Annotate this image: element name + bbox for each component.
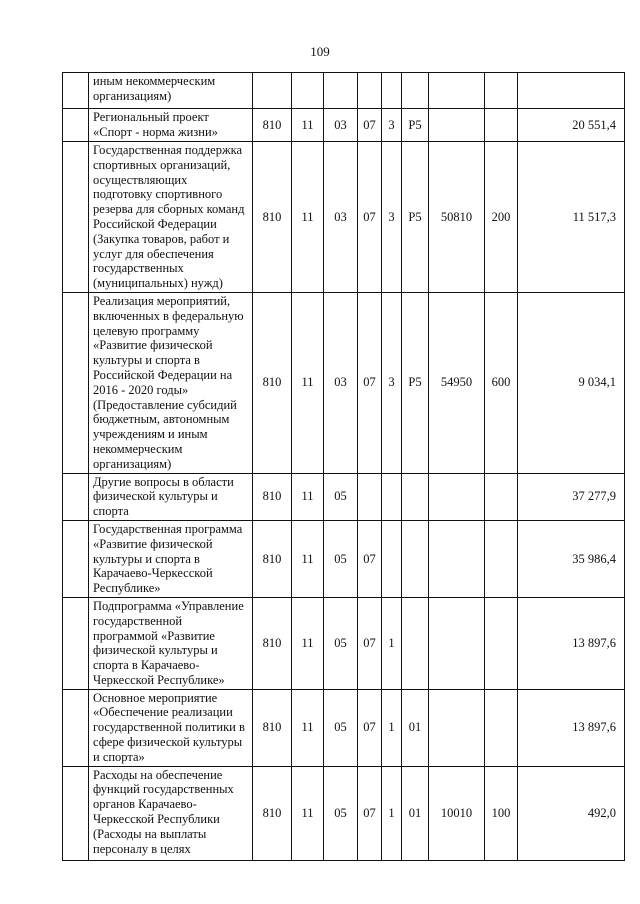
rz-cell: 11 [292,766,324,860]
vr-cell [485,597,518,689]
vr-cell [485,73,518,109]
gr-cell [253,73,292,109]
row-number-cell [63,473,89,520]
item-name-cell: иным некоммерческим организациям) [89,73,253,109]
row-number-cell [63,292,89,473]
cs-program-cell: 07 [358,689,382,766]
cs-program-cell: 07 [358,292,382,473]
rz-cell: 11 [292,597,324,689]
cs-program-cell: 07 [358,109,382,142]
table-row [63,142,625,293]
rz-cell: 11 [292,689,324,766]
rz-cell: 11 [292,520,324,597]
row-number-cell [63,142,89,293]
pr-cell: 05 [324,473,358,520]
cs-direction-cell [429,520,485,597]
pr-cell: 05 [324,520,358,597]
amount-cell: 11 517,3 [518,142,625,293]
item-name-cell: Другие вопросы в области физической культуры и спорта [89,473,253,520]
cs-event-cell [402,473,429,520]
rz-cell: 11 [292,292,324,473]
cs-program-cell: 07 [358,142,382,293]
table-row [63,109,625,142]
table-row [63,292,625,473]
cs-event-cell: 01 [402,689,429,766]
cs-direction-cell [429,73,485,109]
table-row [63,597,625,689]
gr-cell: 810 [253,292,292,473]
cs-event-cell: P5 [402,142,429,293]
cs-subprogram-cell: 3 [382,109,402,142]
cs-event-cell [402,520,429,597]
rz-cell: 11 [292,142,324,293]
pr-cell [324,73,358,109]
rz-cell: 11 [292,473,324,520]
vr-cell: 200 [485,142,518,293]
gr-cell: 810 [253,520,292,597]
amount-cell: 37 277,9 [518,473,625,520]
pr-cell: 05 [324,597,358,689]
cs-subprogram-cell: 1 [382,597,402,689]
amount-cell: 13 897,6 [518,689,625,766]
pr-cell: 05 [324,766,358,860]
table-row [63,766,625,860]
cs-event-cell: P5 [402,292,429,473]
rz-cell [292,73,324,109]
vr-cell: 600 [485,292,518,473]
cs-subprogram-cell: 3 [382,142,402,293]
vr-cell [485,689,518,766]
row-number-cell [63,766,89,860]
table-row [63,473,625,520]
cs-subprogram-cell [382,473,402,520]
gr-cell: 810 [253,473,292,520]
table-row [63,689,625,766]
cs-subprogram-cell [382,520,402,597]
vr-cell [485,109,518,142]
amount-cell: 492,0 [518,766,625,860]
gr-cell: 810 [253,109,292,142]
table-row [63,520,625,597]
table-row [63,73,625,109]
amount-cell: 20 551,4 [518,109,625,142]
cs-direction-cell: 54950 [429,292,485,473]
row-number-cell [63,109,89,142]
cs-event-cell [402,597,429,689]
cs-subprogram-cell [382,73,402,109]
cs-program-cell: 07 [358,597,382,689]
budget-table [62,72,625,861]
pr-cell: 03 [324,292,358,473]
cs-program-cell [358,73,382,109]
cs-subprogram-cell: 1 [382,766,402,860]
cs-direction-cell [429,689,485,766]
vr-cell: 100 [485,766,518,860]
cs-program-cell: 07 [358,766,382,860]
row-number-cell [63,597,89,689]
item-name-cell: Государственная поддержка спортивных организаций, осуществляющих подготовку спортивного резерва для сборных команд Российской Федерации (Закупка товаров, работ и услуг для обеспечения государственных (муниципальных) нужд) [89,142,253,293]
cs-direction-cell [429,109,485,142]
cs-subprogram-cell: 3 [382,292,402,473]
page-number: 109 [310,44,330,59]
item-name-cell: Региональный проект «Спорт - норма жизни» [89,109,253,142]
item-name-cell: Расходы на обеспечение функций государственных органов Карачаево-Черкесской Республики (Расходы на выплаты персоналу в целях [89,766,253,860]
cs-program-cell: 07 [358,520,382,597]
gr-cell: 810 [253,766,292,860]
amount-cell: 9 034,1 [518,292,625,473]
gr-cell: 810 [253,142,292,293]
cs-direction-cell [429,473,485,520]
row-number-cell [63,73,89,109]
amount-cell: 13 897,6 [518,597,625,689]
row-number-cell [63,689,89,766]
cs-event-cell: 01 [402,766,429,860]
cs-program-cell [358,473,382,520]
vr-cell [485,520,518,597]
cs-direction-cell [429,597,485,689]
gr-cell: 810 [253,689,292,766]
vr-cell [485,473,518,520]
table-body [63,73,625,861]
pr-cell: 03 [324,142,358,293]
gr-cell: 810 [253,597,292,689]
cs-direction-cell: 10010 [429,766,485,860]
row-number-cell [63,520,89,597]
pr-cell: 03 [324,109,358,142]
item-name-cell: Подпрограмма «Управление государственной программой «Развитие физической культуры и спорта в Карачаево-Черкесской Республике» [89,597,253,689]
rz-cell: 11 [292,109,324,142]
cs-event-cell [402,73,429,109]
item-name-cell: Основное мероприятие «Обеспечение реализации государственной политики в сфере физической культуры и спорта» [89,689,253,766]
cs-subprogram-cell: 1 [382,689,402,766]
amount-cell: 35 986,4 [518,520,625,597]
pr-cell: 05 [324,689,358,766]
amount-cell [518,73,625,109]
cs-event-cell: P5 [402,109,429,142]
item-name-cell: Реализация мероприятий, включенных в федеральную целевую программу «Развитие физической культуры и спорта в Российской Федерации на 2016 - 2020 годы» (Предоставление субсидий бюджетным, автономным учреждениям и иным некоммерческим организациям) [89,292,253,473]
item-name-cell: Государственная программа «Развитие физической культуры и спорта в Карачаево-Черкесской Республике» [89,520,253,597]
cs-direction-cell: 50810 [429,142,485,293]
